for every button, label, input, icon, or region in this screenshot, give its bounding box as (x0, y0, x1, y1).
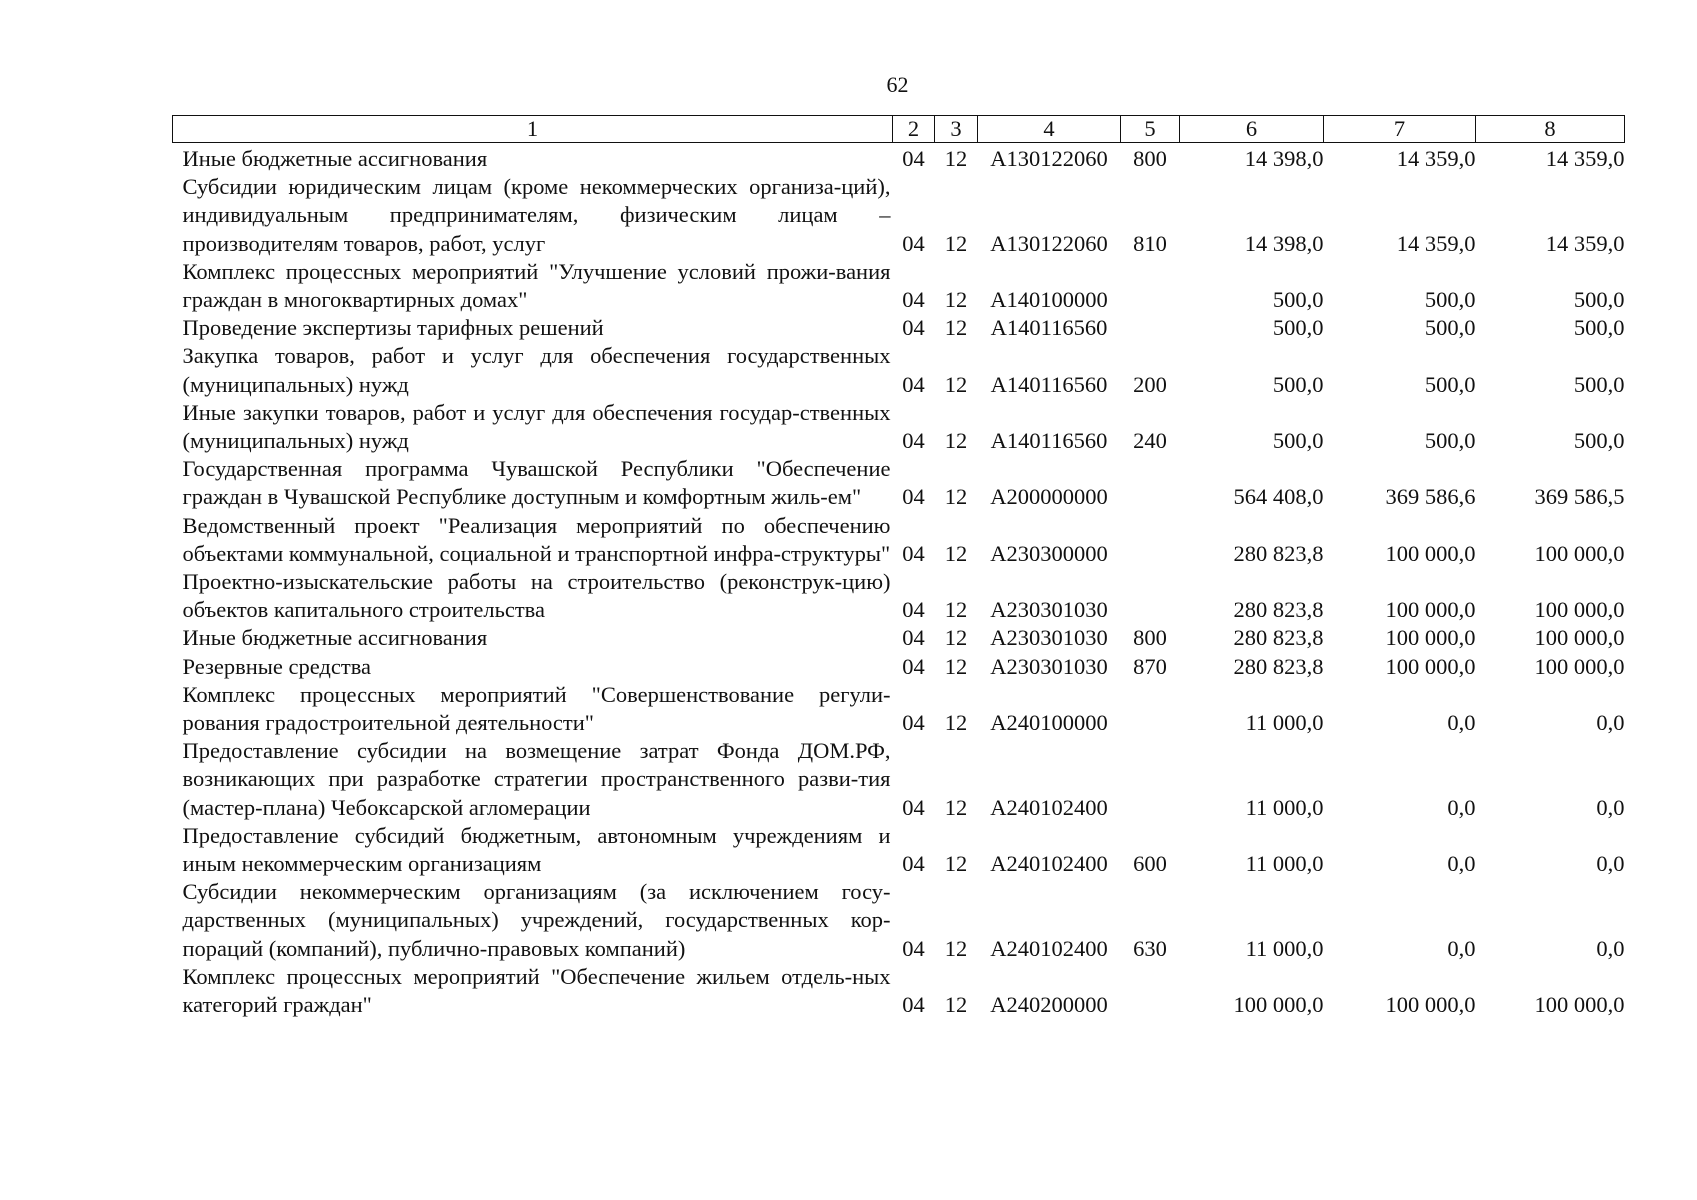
row-target-article: А140116560 (990, 371, 1108, 397)
table-row (173, 878, 1625, 963)
column-header-2: 2 (893, 116, 935, 143)
page-number: 62 (886, 72, 909, 97)
row-subsection: 12 (944, 484, 968, 510)
row-target-article: А130122060 (990, 230, 1108, 256)
row-amount-year3: 500,0 (1573, 315, 1625, 341)
row-amount-year3: 0,0 (1596, 851, 1625, 877)
row-amount-year3: 100 000,0 (1534, 540, 1625, 566)
row-section: 04 (902, 625, 925, 651)
row-subsection: 12 (944, 146, 968, 171)
column-header-3: 3 (935, 116, 978, 143)
row-amount-year2: 100 000,0 (1385, 992, 1476, 1018)
row-amount-year1: 280 823,8 (1233, 597, 1324, 623)
row-amount-year3: 369 586,5 (1534, 484, 1625, 510)
row-amount-year3: 500,0 (1573, 428, 1625, 454)
row-subsection: 12 (944, 935, 968, 961)
row-expense-type: 200 (1133, 371, 1167, 397)
row-name: Резервные средства (182, 653, 372, 679)
table-row (173, 455, 1625, 511)
row-amount-year1: 14 398,0 (1244, 230, 1324, 256)
row-section: 04 (902, 287, 925, 313)
row-subsection: 12 (944, 625, 968, 651)
row-amount-year2: 0,0 (1447, 851, 1476, 877)
row-amount-year2: 100 000,0 (1385, 597, 1476, 623)
row-subsection: 12 (944, 230, 968, 256)
row-name: Проектно-изыскательские работы на строительство (реконструк-цию) объектов капитального строительства (182, 569, 891, 623)
row-expense-type (1121, 963, 1180, 1019)
row-amount-year1: 280 823,8 (1233, 625, 1324, 651)
table-row (173, 568, 1625, 624)
row-section: 04 (902, 146, 925, 171)
row-amount-year2: 369 586,6 (1385, 484, 1476, 510)
row-expense-type (1121, 512, 1180, 568)
row-name: Иные закупки товаров, работ и услуг для обеспечения государ-ственных (муниципальных) нужд (182, 399, 891, 454)
row-target-article: А240200000 (990, 992, 1108, 1018)
row-target-article: А240102400 (990, 794, 1108, 820)
row-amount-year1: 500,0 (1272, 315, 1324, 341)
table-row (173, 143, 1625, 174)
row-amount-year1: 564 408,0 (1233, 484, 1324, 510)
table-header (173, 116, 1625, 143)
row-section: 04 (902, 653, 925, 679)
table-row (173, 342, 1625, 398)
column-header-8: 8 (1476, 116, 1625, 143)
row-amount-year2: 500,0 (1424, 371, 1476, 397)
row-expense-type: 600 (1133, 851, 1167, 877)
row-amount-year1: 500,0 (1272, 371, 1324, 397)
row-expense-type: 800 (1133, 146, 1167, 171)
row-target-article: А140116560 (990, 428, 1108, 454)
row-section: 04 (902, 597, 925, 623)
row-amount-year1: 280 823,8 (1233, 653, 1324, 679)
row-amount-year3: 0,0 (1596, 710, 1625, 736)
row-amount-year2: 100 000,0 (1385, 540, 1476, 566)
row-target-article: А140100000 (990, 287, 1108, 313)
row-subsection: 12 (944, 371, 968, 397)
row-subsection: 12 (944, 851, 968, 877)
row-amount-year3: 14 359,0 (1545, 230, 1625, 256)
row-name: Комплекс процессных мероприятий "Обеспечение жильем отдель-ных категорий граждан" (182, 963, 891, 1018)
column-header-1: 1 (173, 116, 893, 143)
budget-table (172, 115, 1625, 1019)
row-amount-year1: 100 000,0 (1233, 992, 1324, 1018)
table-row (173, 822, 1625, 878)
table-row (173, 963, 1625, 1019)
row-name: Иные бюджетные ассигнования (182, 625, 488, 651)
row-amount-year3: 500,0 (1573, 371, 1625, 397)
column-header-6: 6 (1180, 116, 1324, 143)
row-section: 04 (902, 428, 925, 454)
row-amount-year2: 0,0 (1447, 935, 1476, 961)
row-expense-type: 240 (1133, 428, 1167, 454)
row-section: 04 (902, 794, 925, 820)
table-row (173, 737, 1625, 822)
row-target-article: А130122060 (990, 146, 1108, 171)
row-name: Предоставление субсидий бюджетным, автономным учреждениям и иным некоммерческим организациям (182, 822, 891, 877)
row-name: Комплекс процессных мероприятий "Совершенствование регули-рования градостроительной деятельности" (182, 681, 891, 736)
table-row (173, 512, 1625, 568)
column-header-7: 7 (1324, 116, 1476, 143)
row-amount-year2: 500,0 (1424, 315, 1476, 341)
row-amount-year1: 14 398,0 (1244, 146, 1324, 171)
row-expense-type (1121, 737, 1180, 822)
header-row (173, 116, 1625, 143)
row-amount-year1: 500,0 (1272, 428, 1324, 454)
row-section: 04 (902, 710, 925, 736)
row-amount-year3: 100 000,0 (1534, 597, 1625, 623)
row-section: 04 (902, 992, 925, 1018)
row-amount-year2: 14 359,0 (1396, 230, 1476, 256)
row-target-article: А240100000 (990, 710, 1108, 736)
row-amount-year3: 100 000,0 (1534, 625, 1625, 651)
row-section: 04 (902, 540, 925, 566)
row-subsection: 12 (944, 710, 968, 736)
row-amount-year3: 100 000,0 (1534, 992, 1625, 1018)
row-section: 04 (902, 230, 925, 256)
row-section: 04 (902, 935, 925, 961)
row-amount-year1: 11 000,0 (1245, 794, 1324, 820)
row-amount-year2: 100 000,0 (1385, 625, 1476, 651)
row-subsection: 12 (944, 315, 968, 341)
row-name: Иные бюджетные ассигнования (182, 146, 488, 171)
row-subsection: 12 (944, 653, 968, 679)
row-subsection: 12 (944, 428, 968, 454)
row-expense-type (1121, 681, 1180, 737)
row-expense-type: 810 (1133, 230, 1167, 256)
row-name: Ведомственный проект "Реализация мероприятий по обеспечению объектами коммунальной, социальной и транспортной инфра-структуры" (182, 512, 891, 566)
row-target-article: А230300000 (990, 540, 1108, 566)
row-subsection: 12 (944, 794, 968, 820)
row-amount-year2: 500,0 (1424, 287, 1476, 313)
row-amount-year3: 0,0 (1596, 794, 1625, 820)
row-amount-year2: 500,0 (1424, 428, 1476, 454)
row-amount-year3: 0,0 (1596, 935, 1625, 961)
table-body (173, 143, 1625, 1020)
row-target-article: А230301030 (990, 597, 1108, 623)
row-amount-year1: 11 000,0 (1245, 935, 1324, 961)
table-row (173, 624, 1625, 652)
row-name: Проведение экспертизы тарифных решений (182, 315, 604, 341)
row-amount-year2: 0,0 (1447, 794, 1476, 820)
row-expense-type: 800 (1133, 625, 1167, 651)
row-amount-year2: 100 000,0 (1385, 653, 1476, 679)
row-target-article: А230301030 (990, 653, 1108, 679)
row-expense-type: 870 (1133, 653, 1167, 679)
row-section: 04 (902, 484, 925, 510)
row-expense-type (1121, 455, 1180, 511)
table-row (173, 653, 1625, 681)
row-name: Предоставление субсидии на возмещение затрат Фонда ДОМ.РФ, возникающих при разработке стратегии пространственного разви-тия (мастер-плана) Чебоксарской агломерации (182, 738, 891, 820)
row-section: 04 (902, 851, 925, 877)
row-target-article: А240102400 (990, 851, 1108, 877)
row-name: Комплекс процессных мероприятий "Улучшение условий прожи-вания граждан в многоквартирных домах" (182, 258, 891, 313)
table-row (173, 314, 1625, 342)
row-subsection: 12 (944, 597, 968, 623)
row-amount-year2: 0,0 (1447, 710, 1476, 736)
row-subsection: 12 (944, 287, 968, 313)
row-subsection: 12 (944, 540, 968, 566)
row-expense-type (1121, 568, 1180, 624)
row-amount-year1: 11 000,0 (1245, 851, 1324, 877)
row-expense-type (1121, 258, 1180, 314)
column-header-5: 5 (1121, 116, 1180, 143)
row-section: 04 (902, 371, 925, 397)
row-amount-year1: 500,0 (1272, 287, 1324, 313)
row-target-article: А200000000 (990, 484, 1108, 510)
row-expense-type (1121, 314, 1180, 342)
row-amount-year3: 500,0 (1573, 287, 1625, 313)
row-amount-year1: 11 000,0 (1245, 710, 1324, 736)
row-expense-type: 630 (1133, 935, 1167, 961)
row-amount-year2: 14 359,0 (1396, 146, 1476, 171)
table-row (173, 399, 1625, 455)
column-header-4: 4 (978, 116, 1121, 143)
row-amount-year3: 14 359,0 (1545, 146, 1625, 171)
row-subsection: 12 (944, 992, 968, 1018)
row-target-article: А140116560 (990, 315, 1108, 341)
row-name: Закупка товаров, работ и услуг для обеспечения государственных (муниципальных) нужд (182, 343, 891, 397)
row-target-article: А240102400 (990, 935, 1108, 961)
table-row (173, 258, 1625, 314)
table-row (173, 173, 1625, 258)
row-name: Субсидии юридическим лицам (кроме некоммерческих организа-ций), индивидуальным предпринимателям, физическим лицам – производителям товаров, работ, услуг (182, 174, 891, 256)
row-amount-year1: 280 823,8 (1233, 540, 1324, 566)
table-row (173, 681, 1625, 737)
row-section: 04 (902, 315, 925, 341)
row-amount-year3: 100 000,0 (1534, 653, 1625, 679)
row-name: Государственная программа Чувашской Республики "Обеспечение граждан в Чувашской Республике доступным и комфортным жиль-ем" (182, 456, 891, 510)
row-name: Субсидии некоммерческим организациям (за исключением госу-дарственных (муниципальных) учреждений, государственных кор-пораций (компаний), публично-правовых компаний) (182, 879, 891, 961)
row-target-article: А230301030 (990, 625, 1108, 651)
